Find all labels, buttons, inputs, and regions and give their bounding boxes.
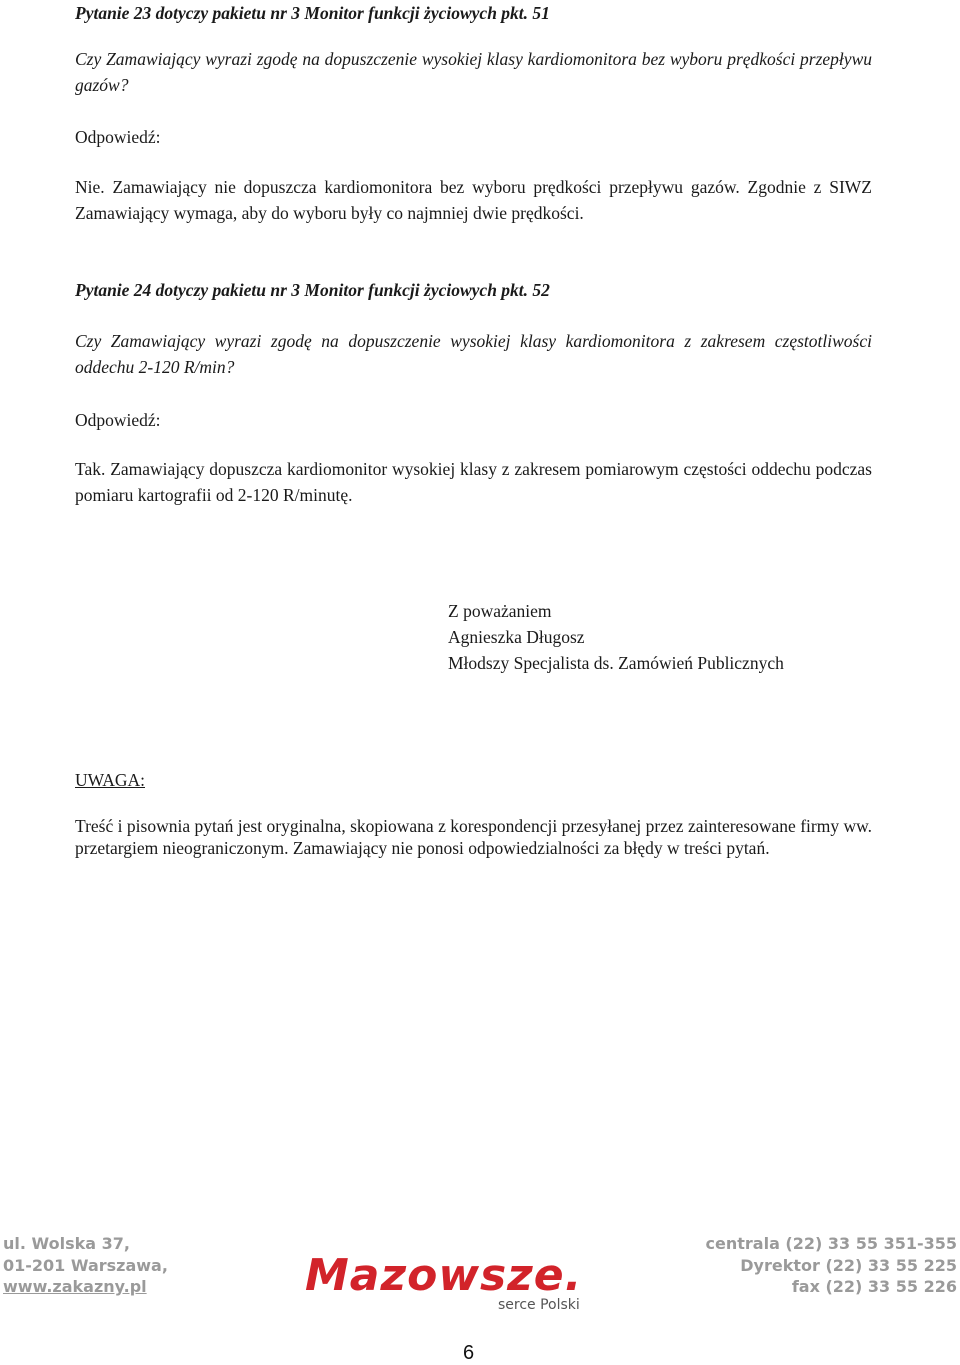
footer-website-link[interactable]: www.zakazny.pl <box>3 1277 147 1296</box>
footer-address <box>3 1233 168 1298</box>
page-number: 6 <box>463 1342 475 1364</box>
question-24-text: Czy Zamawiający wyrazi zgodę na dopuszczenie wysokiej klasy kardiomonitora z zakresem częstotliwości oddechu 2-120 R/min? <box>75 331 872 377</box>
notice-heading: UWAGA: <box>75 770 145 790</box>
answer-24-label: Odpowiedź: <box>75 410 161 430</box>
signature-name: Agnieszka Długosz <box>448 627 585 647</box>
question-24-title: Pytanie 24 dotyczy pakietu nr 3 Monitor funkcji życiowych pkt. 52 <box>75 280 550 300</box>
footer-phone-central: centrala (22) 33 55 351-355 <box>705 1234 957 1253</box>
question-23-title: Pytanie 23 dotyczy pakietu nr 3 Monitor funkcji życiowych pkt. 51 <box>75 3 550 23</box>
answer-23-text: Nie. Zamawiający nie dopuszcza kardiomonitora bez wyboru prędkości przepływu gazów. Zgodnie z SIWZ Zamawiający wymaga, aby do wyboru były co najmniej dwie prędkości. <box>75 177 872 223</box>
signature-position: Młodszy Specjalista ds. Zamówień Publicznych <box>448 653 784 673</box>
answer-23-label: Odpowiedź: <box>75 127 161 147</box>
signature-block <box>448 598 784 676</box>
footer-address-line1: ul. Wolska 37, <box>3 1234 130 1253</box>
footer-address-line2: 01-201 Warszawa, <box>3 1255 168 1275</box>
notice-text: Treść i pisownia pytań jest oryginalna, skopiowana z korespondencji przesyłanej przez zainteresowane firmy ww. przetargiem nieograniczonym. Zamawiający nie ponosi odpowiedzialności za błędy w treści pytań. <box>75 816 872 858</box>
answer-24-text: Tak. Zamawiający dopuszcza kardiomonitor wysokiej klasy z zakresem pomiarowym częstości oddechu podczas pomiaru kartografii od 2-120 R/minutę. <box>75 459 872 505</box>
signature-closing: Z poważaniem <box>448 601 552 621</box>
footer-contacts <box>706 1233 957 1298</box>
mazowsze-logo <box>305 1250 605 1320</box>
logo-wordmark: Mazowsze. <box>305 1250 583 1301</box>
question-23-text: Czy Zamawiający wyrazi zgodę na dopuszczenie wysokiej klasy kardiomonitora bez wyboru prędkości przepływu gazów? <box>75 49 872 95</box>
footer-phone-director: Dyrektor (22) 33 55 225 <box>740 1255 957 1275</box>
footer-fax: fax (22) 33 55 226 <box>791 1277 957 1296</box>
logo-tagline: serce Polski <box>498 1297 580 1313</box>
